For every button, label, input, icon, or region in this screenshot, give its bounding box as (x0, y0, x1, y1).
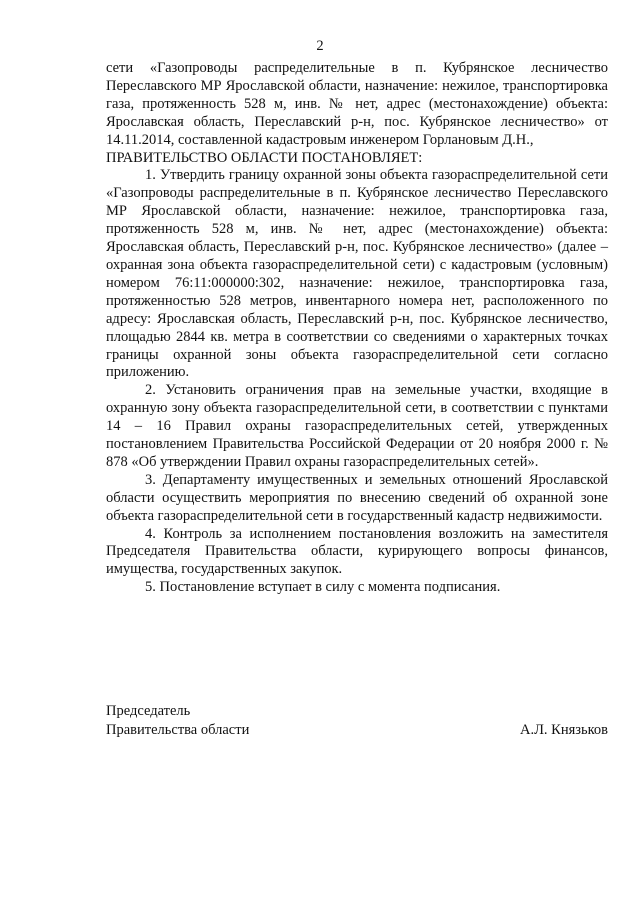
signatory-line (106, 721, 608, 740)
decree-item-4: 4. Контроль за исполнением постановления возложить на заместителя Председателя Правительства области, курирующего вопросы финансов, имущества, государственных закупок. (106, 525, 608, 578)
signatory-title-line-2: Правительства области (106, 722, 250, 738)
decree-item-2: 2. Установить ограничения прав на земельные участки, входящие в охранную зону объекта газораспределительной сети, в соответствии с пунктами 14 – 16 Правил охраны газораспределительных сетей, утвержденных постановлением Правительства Российской Федерации от 20 ноября 2000 г. № 878 «Об утверждении Правил охраны газораспределительных сетей». (106, 382, 608, 470)
decree-heading: ПРАВИТЕЛЬСТВО ОБЛАСТИ ПОСТАНОВЛЯЕТ: (106, 149, 423, 166)
intro-paragraph: сети «Газопроводы распределительные в п. Кубрянское лесничество Переславского МР Ярославской области, назначение: нежилое, транспортировка газа, протяженность 528 м, инв. № нет, адрес (местонахождение) объекта: Ярославская область, Переславский р-н, пос. Кубрянское лесничество» от 14.11.2014, составленной кадастровым инженером Горлановым Д.Н., (106, 60, 608, 148)
decree-item-1: 1. Утвердить границу охранной зоны объекта газораспределительной сети «Газопроводы распределительные в п. Кубрянское лесничество Переславского МР Ярославской области, назначение: нежилое, транспортировка газа, протяженность 528 м, инв. № нет, адрес (местонахождение) объекта: Ярославская область, Переславский р-н, пос. Кубрянское лесничество» (далее – охранная зона объекта газораспределительной сети) с кадастровым (условным) номером 76:11:000000:302, назначение: нежилое, транспортировка газа, протяженностью 528 метров, инвентарного номера нет, расположенного по адресу: Ярославская область, Переславский р-н, пос. Кубрянское лесничество, площадью 2844 кв. метра в соответствии со сведениями о характерных точках границы охранной зоны объекта газораспределительной сети согласно приложению. (106, 167, 608, 381)
signature-block (106, 702, 608, 740)
decree-item-5: 5. Постановление вступает в силу с момента подписания. (145, 579, 501, 596)
signatory-title-line-1: Председатель (106, 703, 191, 719)
signatory-name: А.Л. Князьков (519, 722, 608, 738)
page-number: 2 (316, 38, 324, 54)
document-body (106, 60, 608, 597)
decree-item-3: 3. Департаменту имущественных и земельных отношений Ярославской области осуществить мероприятия по внесению сведений об охранной зоне объекта газораспределительной сети в государственный кадастр недвижимости. (106, 471, 608, 524)
